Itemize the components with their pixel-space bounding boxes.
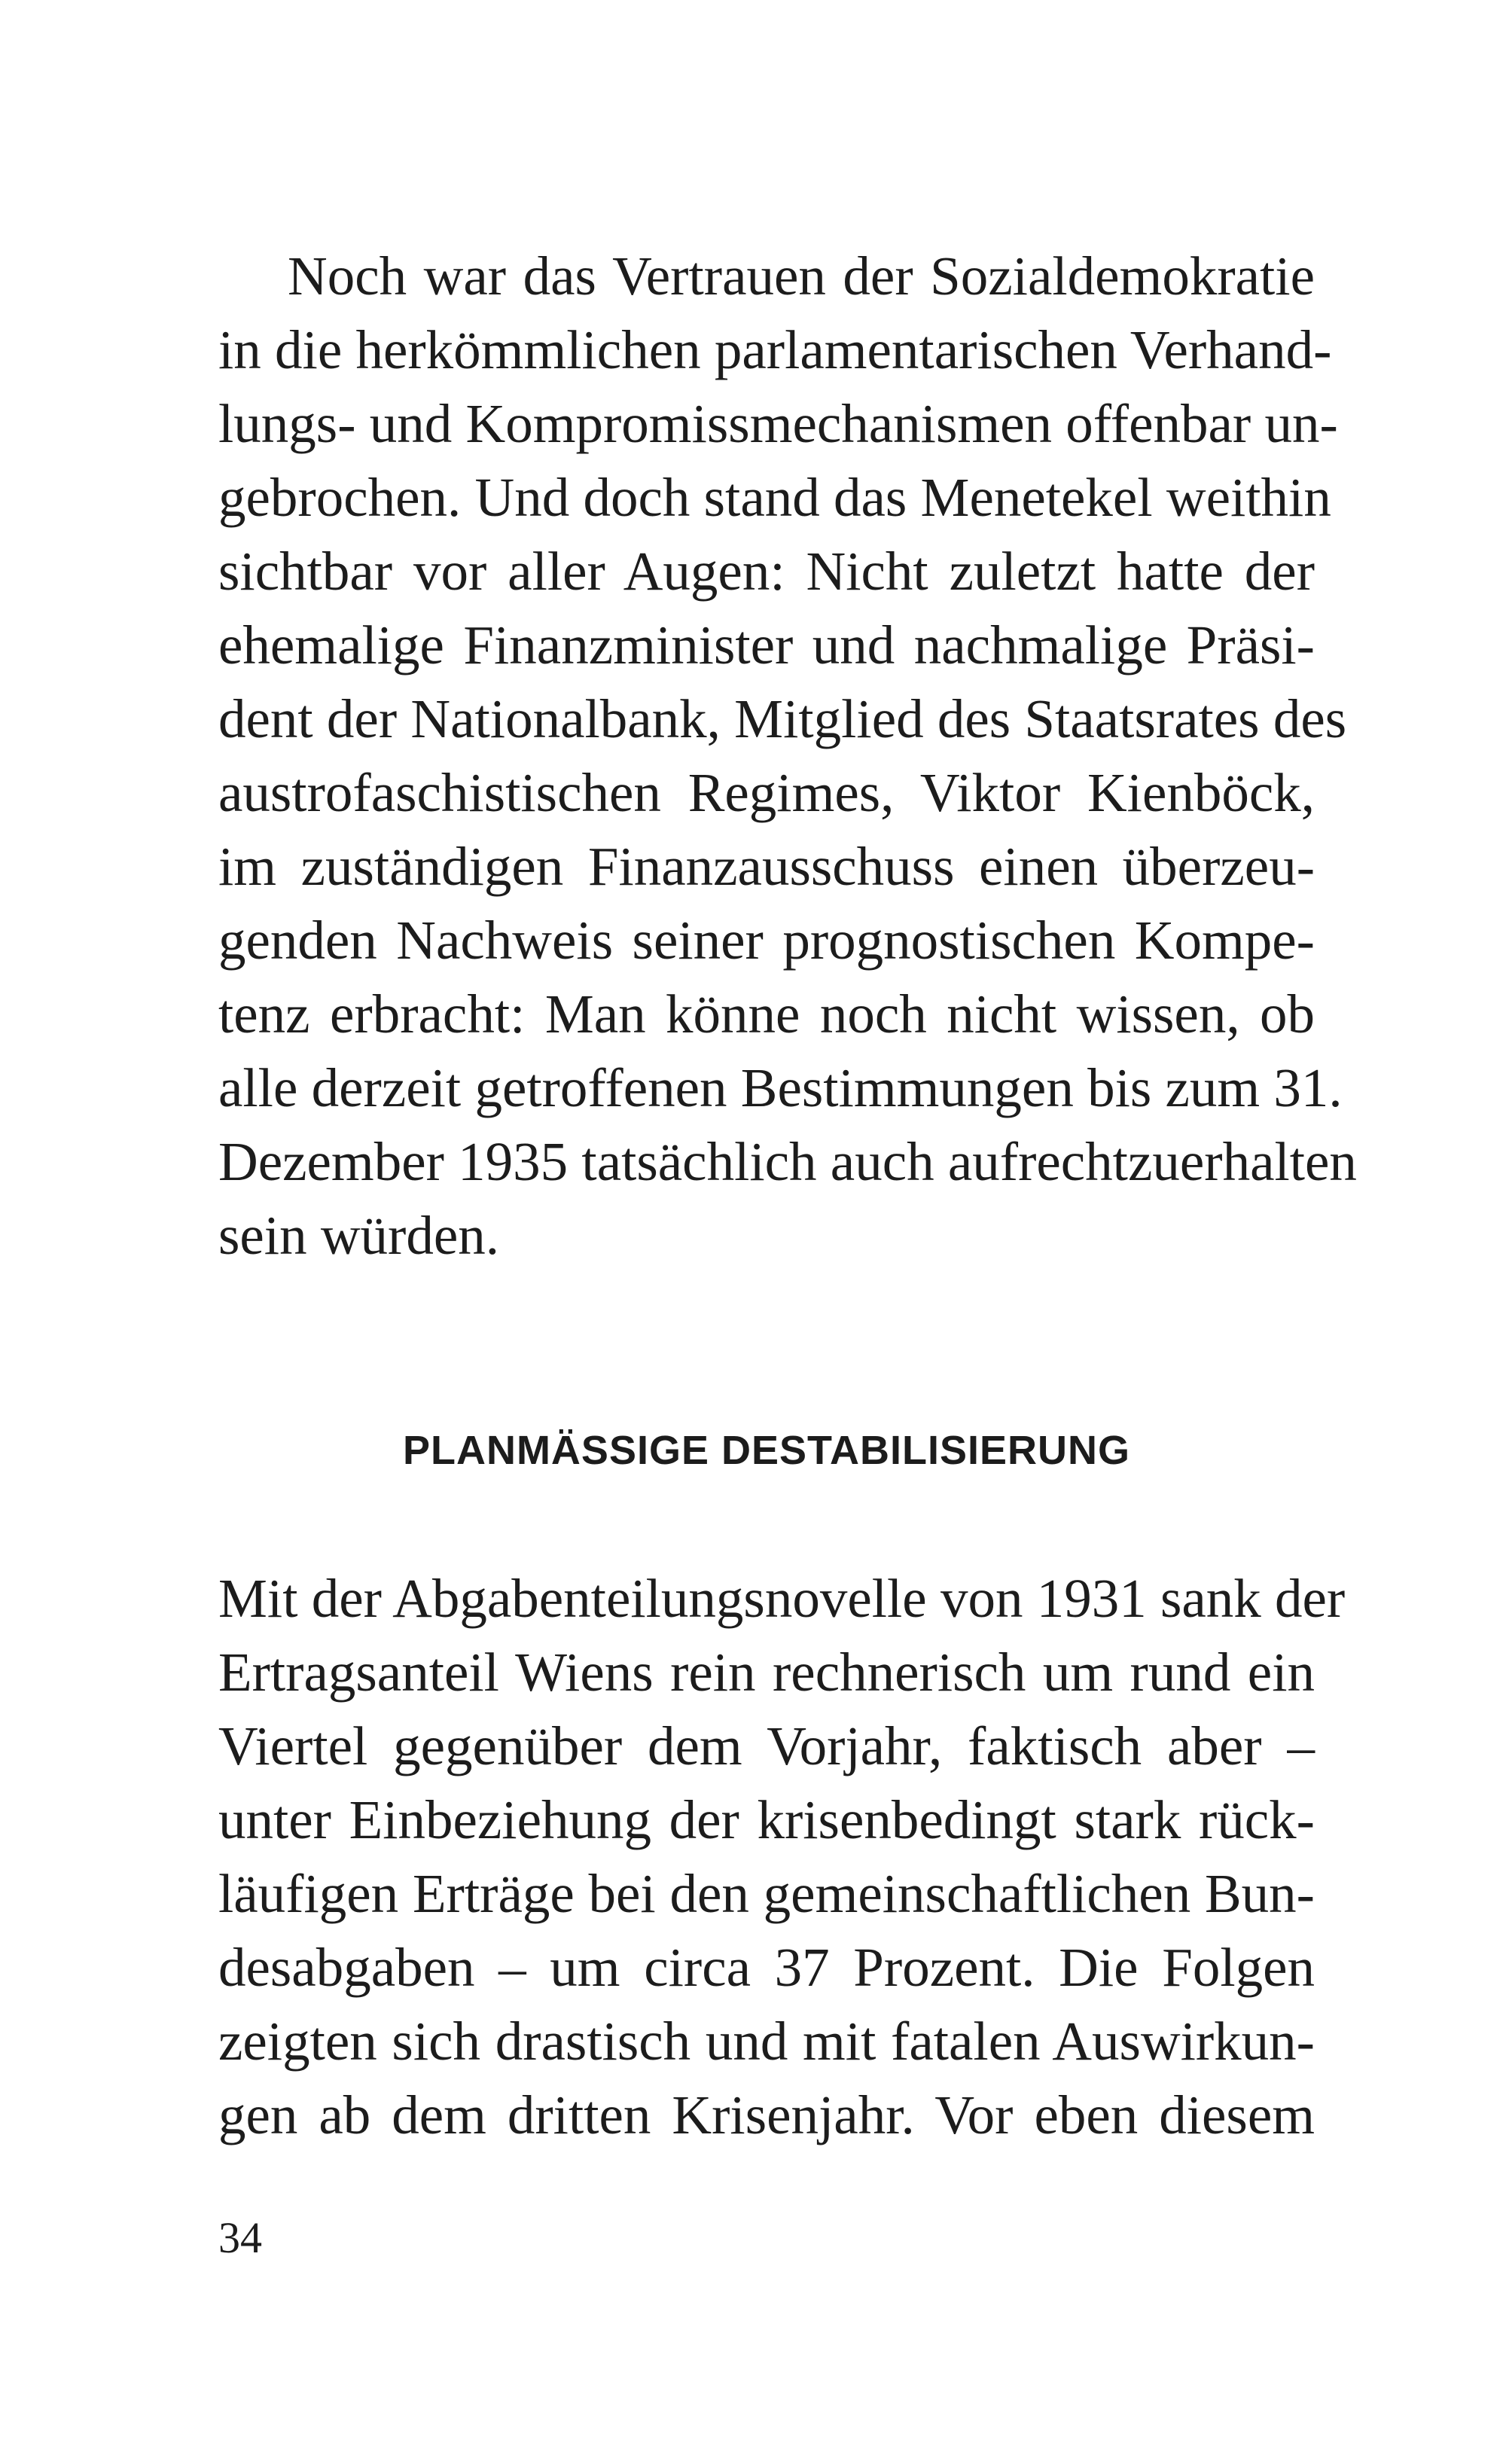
text-line: gen ab dem dritten Krisenjahr. Vor eben diesem <box>218 2084 1315 2145</box>
text-line: im zuständigen Finanzausschuss einen überzeu- <box>218 836 1315 897</box>
page-number: 34 <box>218 2213 262 2262</box>
text-line: sichtbar vor aller Augen: Nicht zuletzt hatte der <box>218 541 1315 602</box>
text-line: Ertragsanteil Wiens rein rechnerisch um rund ein <box>218 1642 1315 1703</box>
text-line: lungs- und Kompromissmechanismen offenbar un- <box>218 393 1338 454</box>
text-line: gebrochen. Und doch stand das Menetekel weithin <box>218 467 1331 528</box>
paragraph-1 <box>218 239 1357 1273</box>
text-line: Noch war das Vertrauen der Sozialdemokratie <box>288 245 1315 306</box>
text-line: Viertel gegenüber dem Vorjahr, faktisch aber – <box>218 1715 1315 1776</box>
text-line: sein würden. <box>218 1205 500 1266</box>
text-line: dent der Nationalbank, Mitglied des Staatsrates des <box>218 688 1347 749</box>
text-line: Mit der Abgabenteilungsnovelle von 1931 sank der <box>218 1568 1346 1629</box>
text-line: unter Einbeziehung der krisenbedingt stark rück- <box>218 1789 1315 1850</box>
text-line: läufigen Erträge bei den gemeinschaftlichen Bun- <box>218 1863 1315 1924</box>
text-line: alle derzeit getroffenen Bestimmungen bis zum 31. <box>218 1057 1343 1118</box>
paragraph-2 <box>218 1562 1346 2152</box>
text-line: ehemalige Finanzminister und nachmalige Präsi- <box>218 614 1315 675</box>
text-line: desabgaben – um circa 37 Prozent. Die Folgen <box>218 1937 1315 1998</box>
section-heading: PLANMÄSSIGE DESTABILISIERUNG <box>402 1428 1131 1473</box>
text-line: Dezember 1935 tatsächlich auch aufrechtzuerhalten <box>218 1131 1357 1192</box>
text-line: zeigten sich drastisch und mit fatalen Auswirkun- <box>218 2011 1315 2072</box>
text-line: genden Nachweis seiner prognostischen Kompe- <box>218 910 1315 971</box>
text-line: austrofaschistischen Regimes, Viktor Kienböck, <box>218 762 1315 823</box>
text-line: in die herkömmlichen parlamentarischen Verhand- <box>218 319 1332 380</box>
text-line: tenz erbracht: Man könne noch nicht wissen, ob <box>218 983 1315 1044</box>
